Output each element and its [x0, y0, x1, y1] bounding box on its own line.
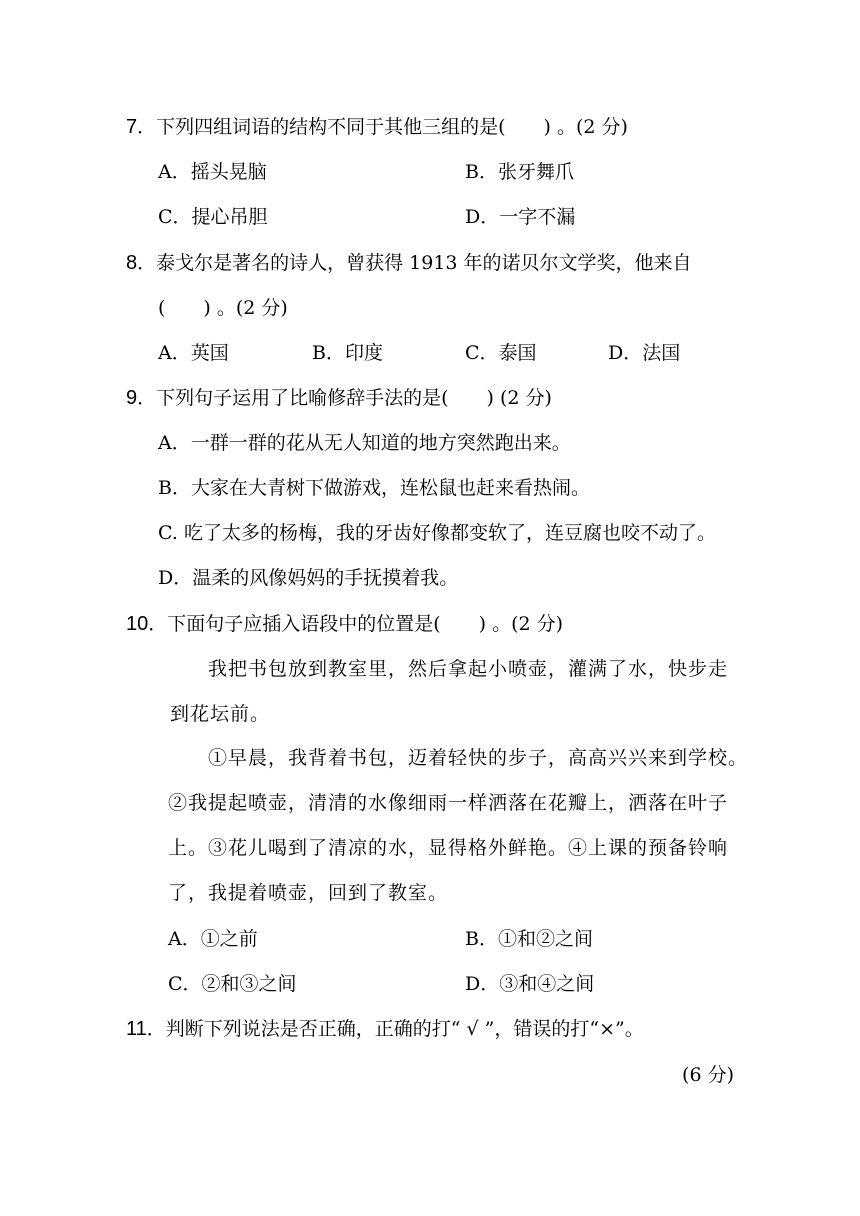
question-10-stem	[126, 612, 563, 636]
question-number: 11	[126, 1018, 147, 1040]
option-b: B．印度	[312, 342, 383, 364]
question-text: ．泰戈尔是著名的诗人，曾获得 1913 年的诺贝尔文学奖，他来自	[137, 252, 692, 274]
passage-line-1: ①早晨，我背着书包，迈着轻快的步子，高高兴兴来到学校。	[208, 747, 749, 769]
question-7-stem	[126, 115, 628, 139]
option-a: A．①之前	[168, 928, 258, 950]
option-d: D．温柔的风像妈妈的手抚摸着我。	[158, 567, 459, 589]
option-d: D．法国	[608, 342, 681, 364]
option-c: C. 吃了太多的杨梅，我的牙齿好像都变软了，连豆腐也咬不动了。	[158, 522, 716, 544]
option-a: A．摇头晃脑	[158, 161, 267, 183]
question-number: 8	[126, 252, 138, 274]
option-b: B．大家在大青树下做游戏，连松鼠也赶来看热闹。	[158, 477, 590, 499]
question-number: 9	[126, 387, 138, 409]
passage-line-4: 了，我提着喷壶，回到了教室。	[168, 882, 449, 904]
option-b: B．张牙舞爪	[465, 161, 574, 183]
insert-sentence-line-2: 到花坛前。	[170, 703, 271, 725]
question-text: ．下列四组词语的结构不同于其他三组的是( ) 。(2 分)	[137, 116, 628, 138]
option-d: D．③和④之间	[465, 973, 595, 995]
question-text: ．下面句子应插入语段中的位置是( ) 。(2 分)	[148, 613, 564, 635]
question-8-stem-continued: ( ) 。(2 分)	[158, 297, 288, 319]
passage-line-3: 上。③花儿喝到了清凉的水，显得格外鲜艳。④上课的预备铃响	[168, 837, 729, 859]
question-number: 7	[126, 116, 138, 138]
option-b: B．①和②之间	[465, 928, 593, 950]
option-a: A．英国	[158, 342, 229, 364]
option-c: C．②和③之间	[168, 973, 297, 995]
option-d: D．一字不漏	[465, 206, 576, 228]
insert-sentence-line-1: 我把书包放到教室里，然后拿起小喷壶，灌满了水，快步走	[208, 658, 729, 680]
question-11-score: (6 分)	[682, 1064, 734, 1086]
option-c: C．泰国	[465, 342, 537, 364]
question-text: ．判断下列说法是否正确，正确的打“ √ ”，错误的打“×”。	[146, 1018, 644, 1040]
option-a: A．一群一群的花从无人知道的地方突然跑出来。	[158, 432, 571, 454]
question-text: ．下列句子运用了比喻修辞手法的是( ) (2 分)	[137, 387, 552, 409]
question-9-stem	[126, 386, 552, 410]
option-c: C．提心吊胆	[158, 206, 268, 228]
passage-line-2: ②我提起喷壶，清清的水像细雨一样洒落在花瓣上，洒落在叶子	[168, 792, 729, 814]
question-8-stem	[126, 251, 692, 275]
question-11-stem	[126, 1017, 644, 1041]
question-number: 10	[126, 613, 149, 635]
